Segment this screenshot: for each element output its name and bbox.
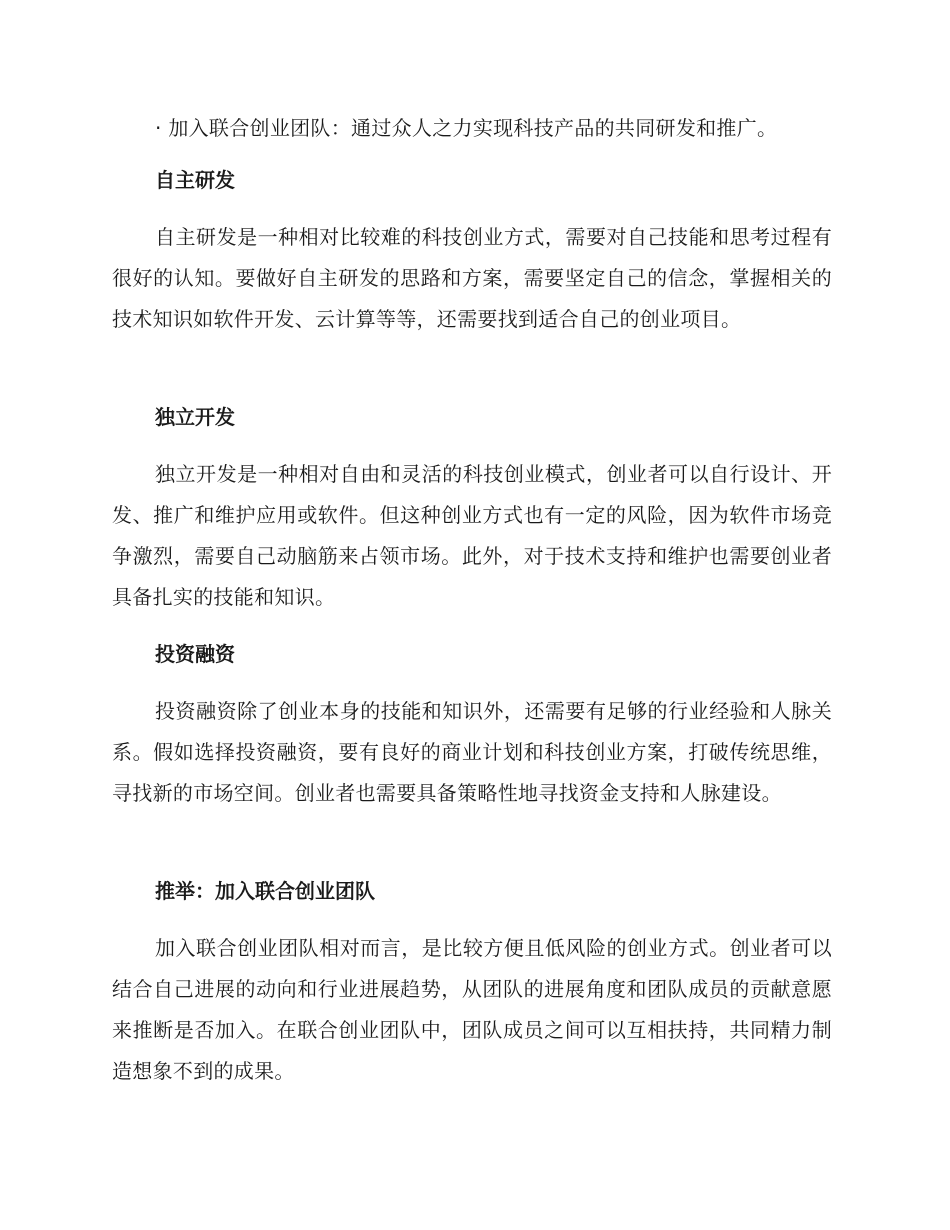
section-heading-self-rd: 自主研发 <box>155 168 235 192</box>
section-body-independent-dev: 独立开发是一种相对自由和灵活的科技创业模式，创业者可以自行设计、开发、推广和维护应用或软件。但这种创业方式也有一定的风险，因为软件市场竞争激烈，需要自己动脑筋来占领市场。此外，对于技术支持和维护也需要创业者具备扎实的技能和知识。 <box>112 462 832 609</box>
section-heading-independent-dev: 独立开发 <box>155 405 235 429</box>
section-body-self-rd: 自主研发是一种相对比较难的科技创业方式，需要对自己技能和思考过程有很好的认知。要做好自主研发的思路和方案，需要坚定自己的信念，掌握相关的技术知识如软件开发、云计算等等，还需要找到适合自己的创业项目。 <box>112 225 832 331</box>
section-body-investment: 投资融资除了创业本身的技能和知识外，还需要有足够的行业经验和人脉关系。假如选择投资融资，要有良好的商业计划和科技创业方案，打破传统思维，寻找新的市场空间。创业者也需要具备策略性地寻找资金支持和人脉建设。 <box>112 699 832 805</box>
section-heading-investment: 投资融资 <box>155 642 235 666</box>
bullet-item: · 加入联合创业团队：通过众人之力实现科技产品的共同研发和推广。 <box>155 116 778 140</box>
section-heading-recommendation: 推举：加入联合创业团队 <box>155 879 375 903</box>
section-body-recommendation: 加入联合创业团队相对而言，是比较方便且低风险的创业方式。创业者可以结合自己进展的动向和行业进展趋势，从团队的进展角度和团队成员的贡献意愿来推断是否加入。在联合创业团队中，团队成员之间可以互相扶持，共同精力制造想象不到的成果。 <box>112 936 832 1083</box>
